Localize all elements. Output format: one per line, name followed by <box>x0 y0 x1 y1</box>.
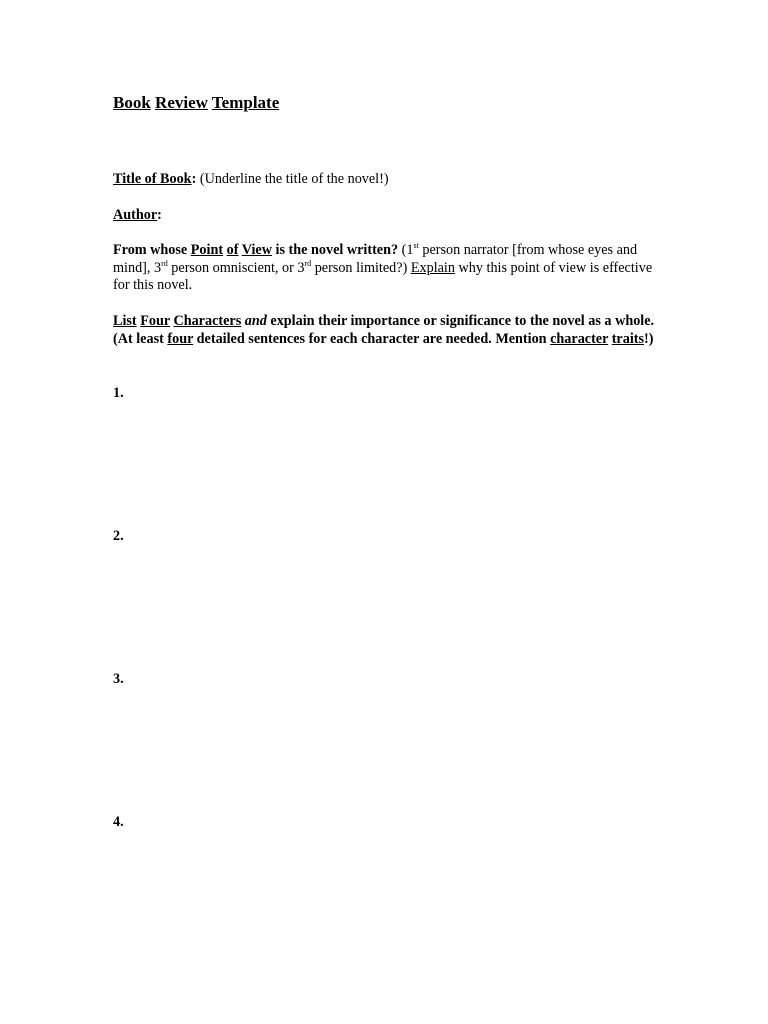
list-item-number-4: 4. <box>113 814 124 830</box>
point-of-view-paragraph <box>113 242 658 295</box>
pov-of: of <box>226 242 239 258</box>
author-label: Author <box>113 207 158 223</box>
chars-and: and <box>244 313 267 329</box>
title-word-book: Book <box>113 93 151 112</box>
chars-end: !) <box>644 330 654 347</box>
pov-note-2: person narrator [from whose eyes and mind], 3 <box>113 242 638 276</box>
pov-explain: Explain <box>410 259 455 276</box>
list-item-number-3: 3. <box>113 671 124 687</box>
chars-four: Four <box>140 313 170 329</box>
title-of-book-instruction: (Underline the title of the novel!) <box>196 171 389 187</box>
pov-note-3: person omniscient, or 3 <box>167 259 305 276</box>
characters-paragraph <box>113 313 658 348</box>
pov-question-start: From whose <box>113 242 191 258</box>
chars-character: character <box>550 330 609 347</box>
title-word-template: Template <box>211 93 280 112</box>
pov-sup-rd-1: rd <box>161 258 168 268</box>
pov-question-end: is the novel written? <box>271 242 399 258</box>
author-line <box>113 207 658 225</box>
list-item-number-2: 2. <box>113 528 124 544</box>
title-word-review: Review <box>155 93 208 112</box>
title-of-book-line <box>113 171 658 189</box>
list-item-number-1: 1. <box>113 385 124 401</box>
chars-list: List <box>113 313 137 329</box>
pov-note-4: person limited?) <box>311 259 411 276</box>
pov-sup-rd-2: rd <box>304 258 312 268</box>
page-title <box>113 92 279 114</box>
chars-four-2: four <box>167 330 194 347</box>
pov-point: Point <box>190 242 224 258</box>
title-of-book-colon: : <box>191 171 197 187</box>
chars-traits: traits <box>611 330 645 347</box>
author-colon: : <box>157 207 162 223</box>
pov-sup-st: st <box>413 241 419 250</box>
chars-characters: Characters <box>173 313 242 329</box>
chars-text-2: detailed sentences for each character are needed. Mention <box>193 330 551 347</box>
pov-view: View <box>241 242 272 258</box>
chars-text-1: explain their importance or significance to the novel as a whole. (At least <box>113 313 655 347</box>
title-of-book-label: Title of Book <box>113 171 192 187</box>
pov-note-1: (1 <box>398 242 414 258</box>
pov-tail: why this point of view is effective for this novel. <box>113 259 653 294</box>
